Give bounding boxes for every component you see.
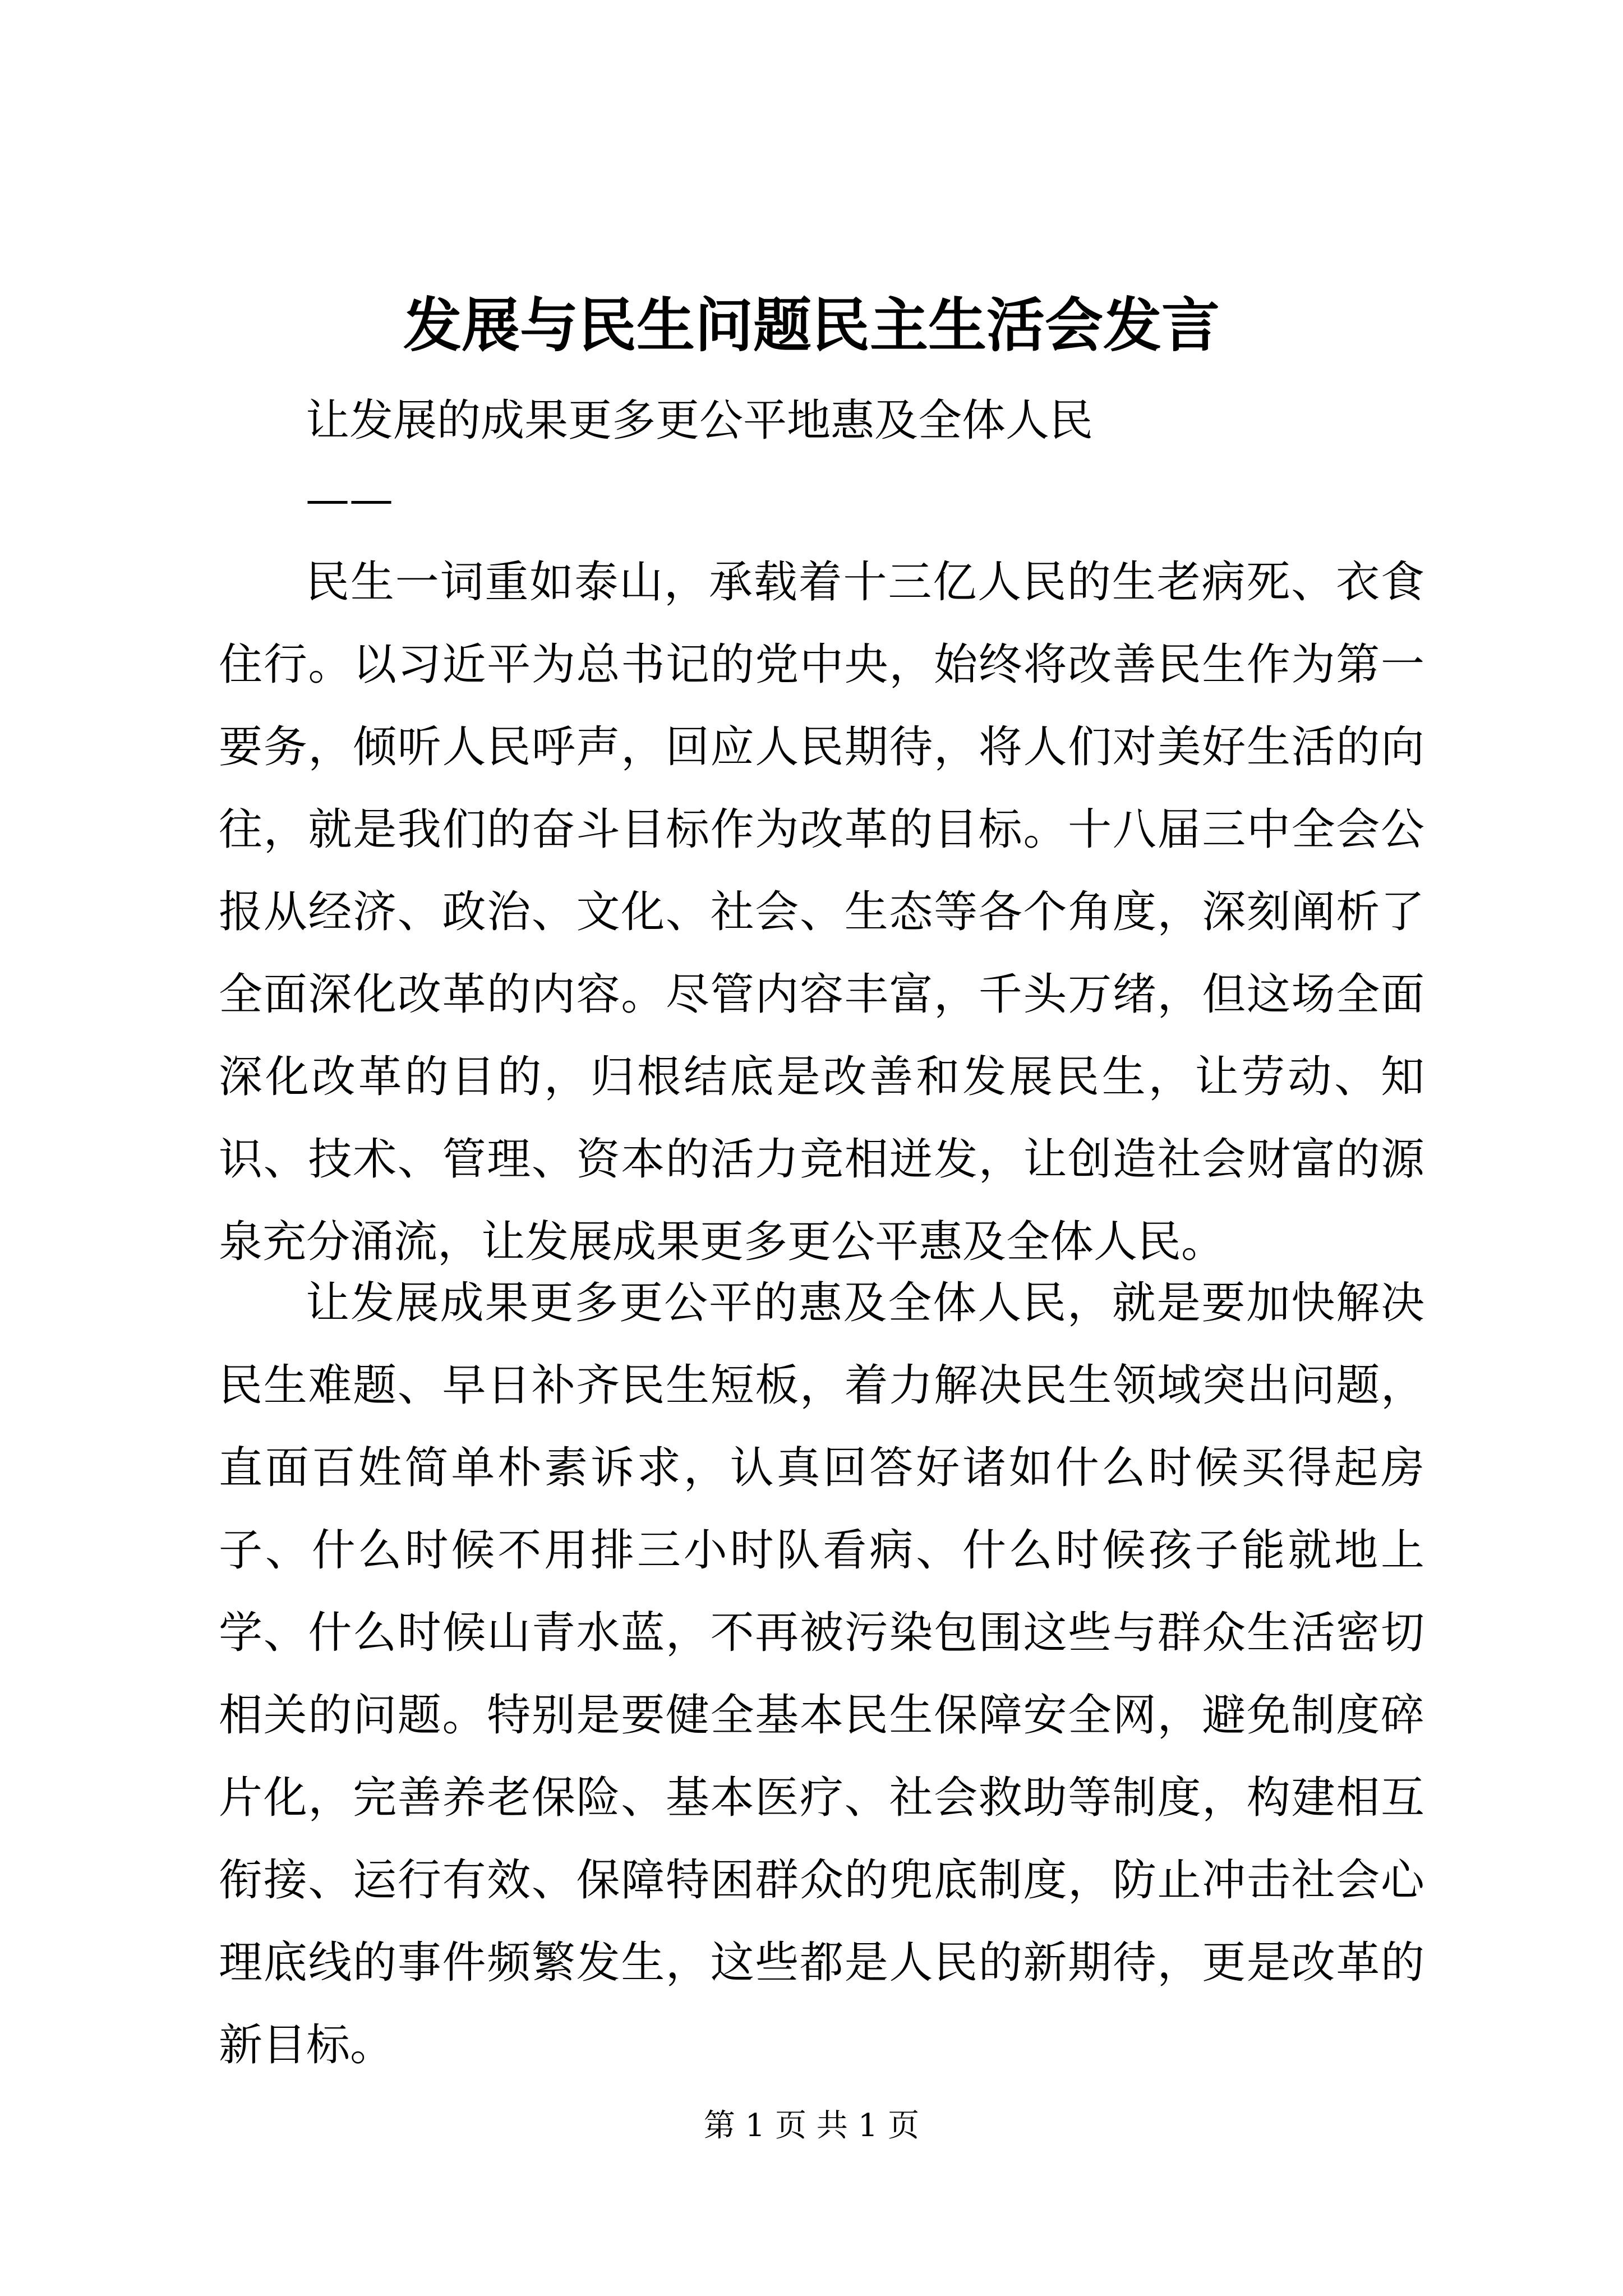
page-footer: 第 1 页 共 1 页 [703, 2108, 920, 2144]
subtitle-dash: —— [306, 474, 393, 524]
body-paragraph-1: 民生一词重如泰山，承载着十三亿人民的生老病死、衣食住行。以习近平为总书记的党中央，始终将改善民生作为第一要务，倾听人民呼声，回应人民期待，将人们对美好生活的向往，就是我们的奋斗目标作为改革的目标。十八届三中全会公报从经济、政治、文化、社会、生态等各个角度，深刻阐析了全面深化改革的内容。尽管内容丰富，千头万绪，但这场全面深化改革的目的，归根结底是改善和发展民生，让劳动、知识、技术、管理、资本的活力竞相迸发，让创造社会财富的源泉充分涌流，让发展成果更多更公平惠及全体人民。 [219, 557, 1424, 1267]
document-title: 发展与民生问题民主生活会发言 [403, 291, 1220, 360]
body-paragraph-2: 让发展成果更多更公平的惠及全体人民，就是要加快解决民生难题、早日补齐民生短板，着力解决民生领域突出问题，直面百姓简单朴素诉求，认真回答好诸如什么时候买得起房子、什么时候不用排三小时队看病、什么时候孩子能就地上学、什么时候山青水蓝，不再被污染包围这些与群众生活密切相关的问题。特别是要健全基本民生保障安全网，避免制度碎片化，完善养老保险、基本医疗、社会救助等制度，构建相互衔接、运行有效、保障特困群众的兜底制度，防止冲击社会心理底线的事件频繁发生，这些都是人民的新期待，更是改革的新目标。 [219, 1278, 1424, 2070]
document-subtitle: 让发展的成果更多更公平地惠及全体人民 [306, 395, 1094, 446]
